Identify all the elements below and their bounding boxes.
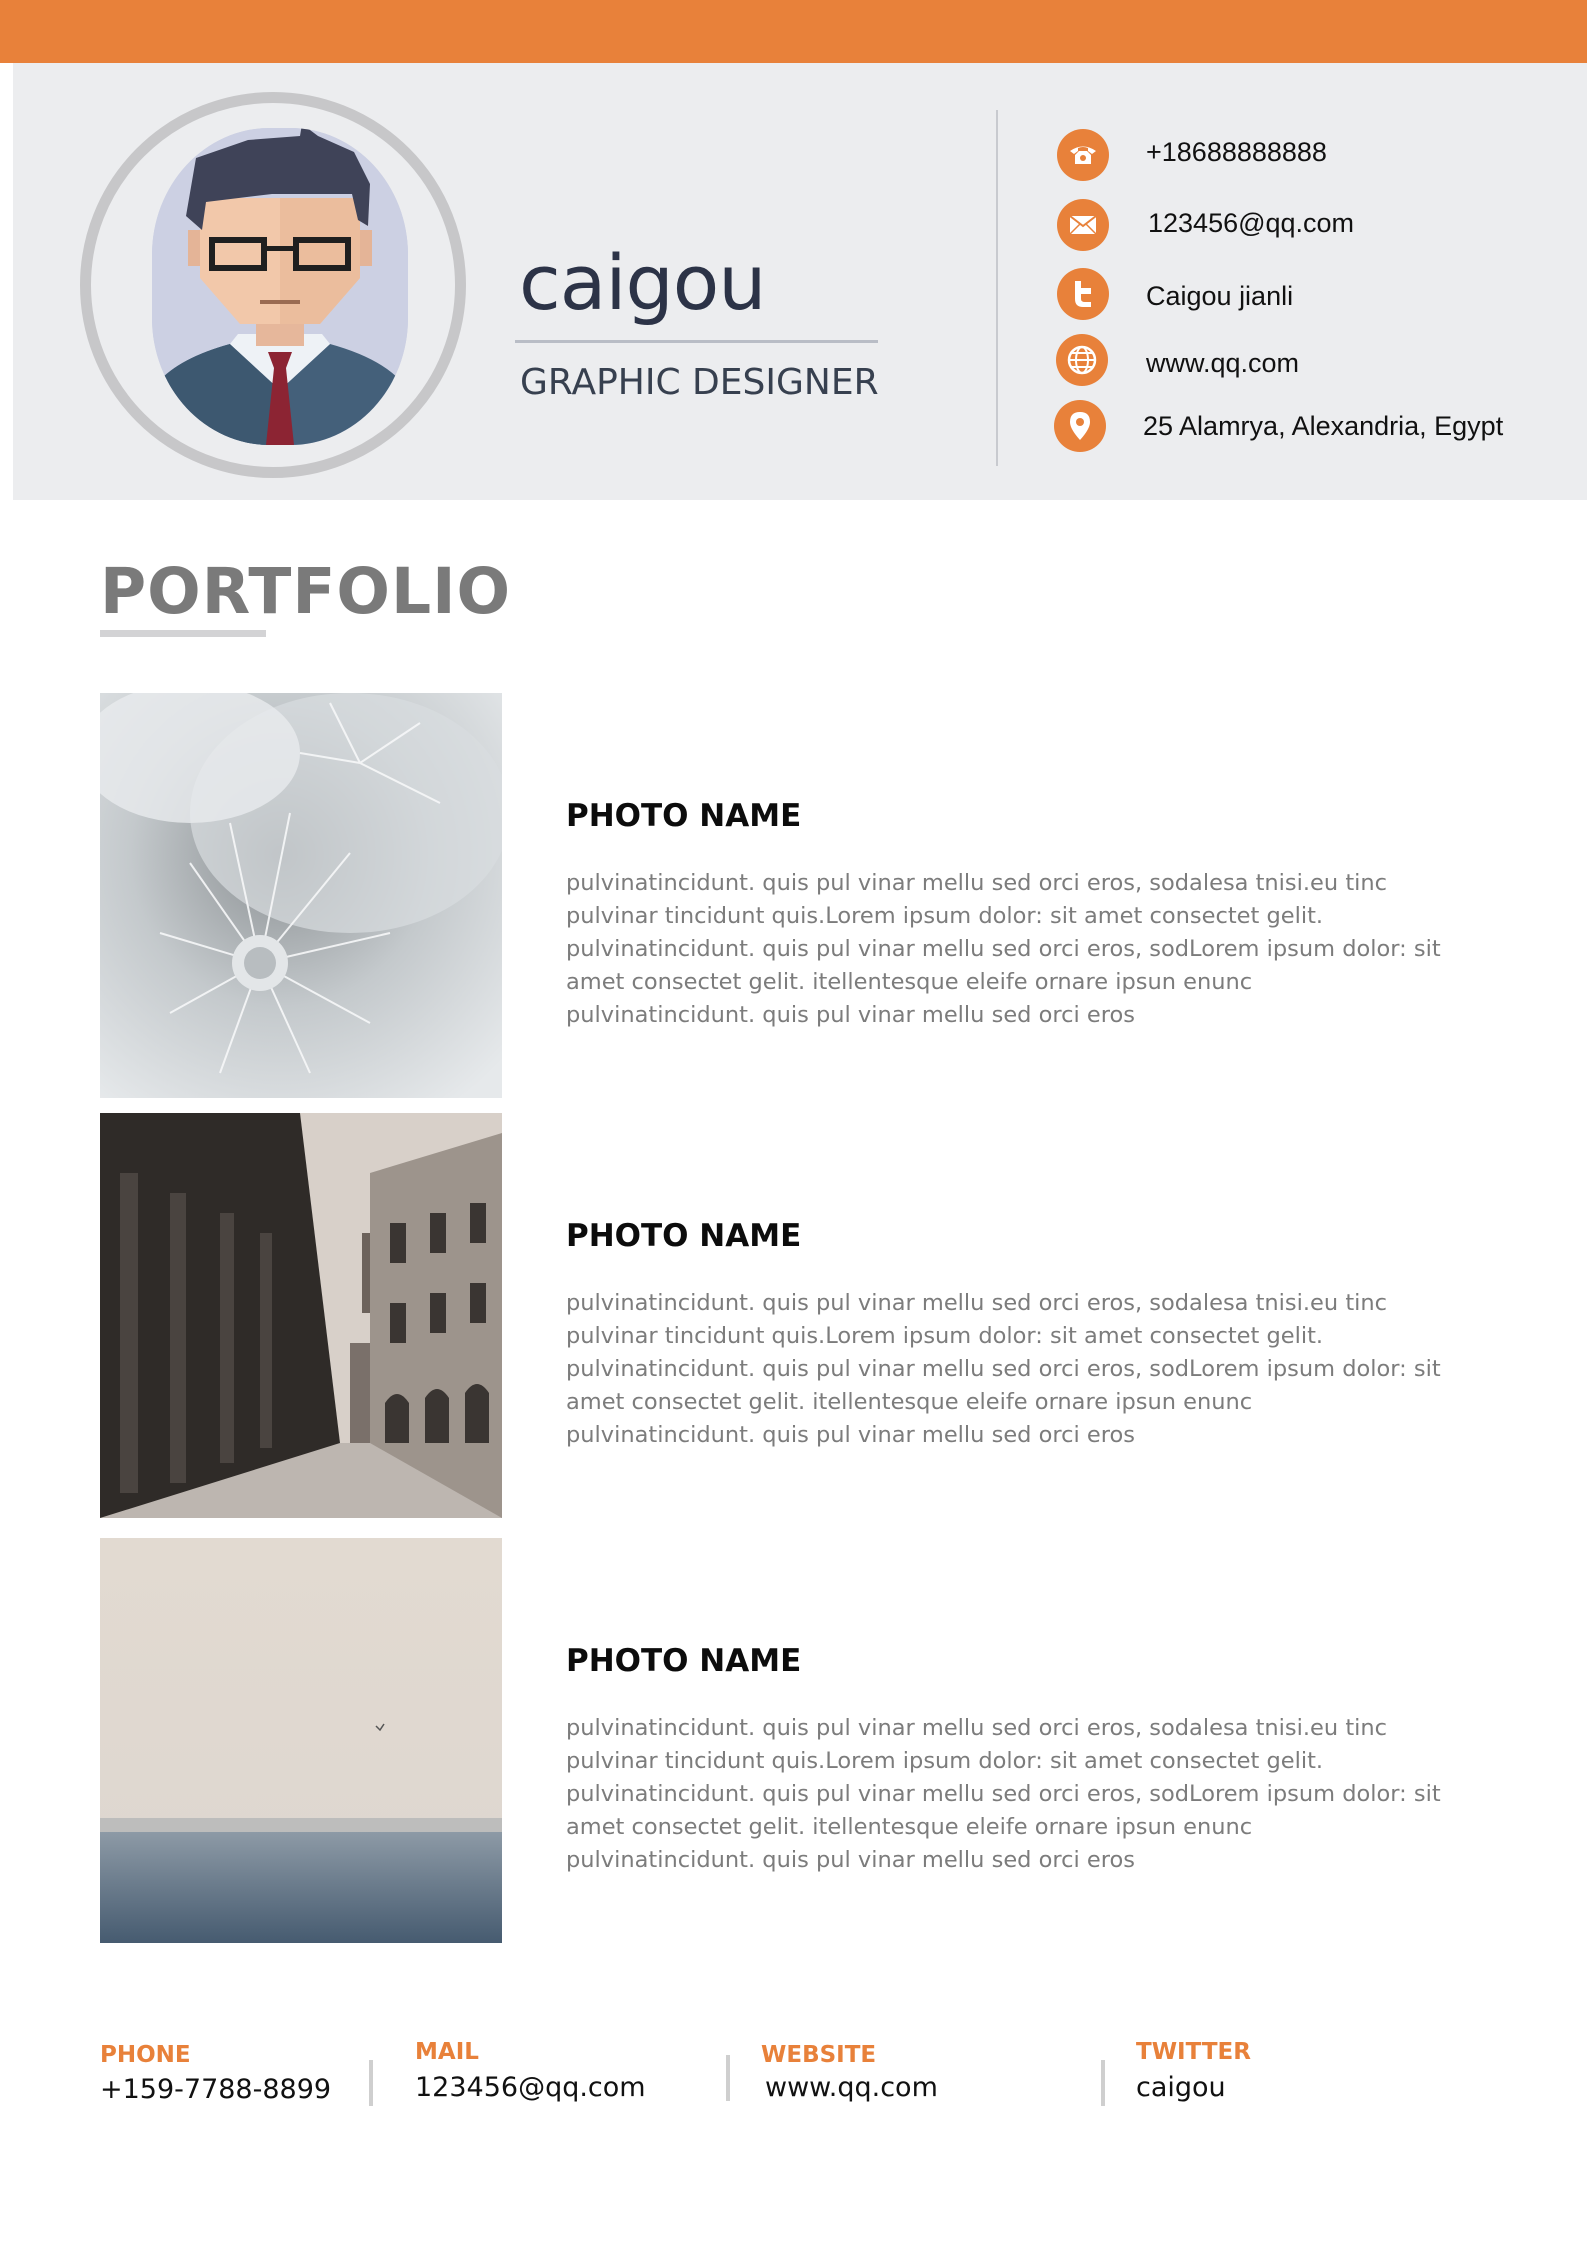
item-title-1: PHOTO NAME: [566, 798, 802, 834]
contact-address: 25 Alamrya, Alexandria, Egypt: [1143, 411, 1504, 441]
item-title-3: PHOTO NAME: [566, 1643, 802, 1679]
globe-icon: [1056, 334, 1108, 386]
top-accent-bar: [0, 0, 1587, 63]
location-pin-icon: [1054, 400, 1106, 452]
person-name: caigou: [519, 238, 766, 327]
header-divider: [996, 110, 998, 466]
footer-phone-value[interactable]: +159-7788-8899: [100, 2074, 332, 2105]
phone-icon: [1057, 129, 1109, 181]
seascape-photo: [100, 1538, 502, 1943]
footer-twitter-value[interactable]: caigou: [1136, 2072, 1226, 2103]
avatar: [152, 128, 408, 445]
portfolio-heading: PORTFOLIO: [100, 555, 512, 628]
item-description-3: pulvinatincidunt. quis pul vinar mellu sed orci eros, sodalesa tnisi.eu tinc pulvinar tincidunt quis.Lorem ipsum dolor: sit amet consectet gelit. pulvinatincidunt. quis pul vinar mellu sed orci eros, sodLorem ipsum dolor: sit amet consectet gelit. itellentesque eleife ornare ipsun enunc pulvinatincidunt. quis pul vinar mellu sed orci eros: [566, 1715, 1441, 1873]
item-description-2: pulvinatincidunt. quis pul vinar mellu sed orci eros, sodalesa tnisi.eu tinc pulvinar tincidunt quis.Lorem ipsum dolor: sit amet consectet gelit. pulvinatincidunt. quis pul vinar mellu sed orci eros, sodLorem ipsum dolor: sit amet consectet gelit. itellentesque eleife ornare ipsun enunc pulvinatincidunt. quis pul vinar mellu sed orci eros: [566, 1290, 1441, 1448]
city-street-photo: [100, 1113, 502, 1518]
portfolio-heading-underline: [100, 630, 266, 637]
footer-phone-label: PHONE: [100, 2042, 191, 2068]
mail-icon: [1057, 199, 1109, 251]
twitter-icon: [1057, 268, 1109, 320]
footer-website-label: WEBSITE: [761, 2042, 877, 2068]
item-description-1: pulvinatincidunt. quis pul vinar mellu sed orci eros, sodalesa tnisi.eu tinc pulvinar tincidunt quis.Lorem ipsum dolor: sit amet consectet gelit. pulvinatincidunt. quis pul vinar mellu sed orci eros, sodLorem ipsum dolor: sit amet consectet gelit. itellentesque eleife ornare ipsun enunc pulvinatincidunt. quis pul vinar mellu sed orci eros: [566, 870, 1441, 1028]
footer-separator: [1101, 2060, 1105, 2106]
contact-phone[interactable]: +18688888888: [1146, 137, 1327, 167]
item-title-2: PHOTO NAME: [566, 1218, 802, 1254]
job-title: GRAPHIC DESIGNER: [520, 362, 879, 403]
dandelion-photo: [100, 693, 502, 1098]
footer-mail-label: MAIL: [415, 2039, 479, 2065]
footer-separator: [369, 2060, 373, 2106]
footer-mail-value[interactable]: 123456@qq.com: [415, 2072, 646, 2103]
footer-website-value[interactable]: www.qq.com: [765, 2072, 938, 2103]
contact-website[interactable]: www.qq.com: [1146, 348, 1300, 378]
contact-email[interactable]: 123456@qq.com: [1148, 208, 1355, 238]
contact-twitter[interactable]: Caigou jianli: [1146, 281, 1294, 311]
footer-separator: [726, 2055, 730, 2101]
footer-twitter-label: TWITTER: [1136, 2039, 1251, 2065]
name-underline: [515, 340, 878, 343]
